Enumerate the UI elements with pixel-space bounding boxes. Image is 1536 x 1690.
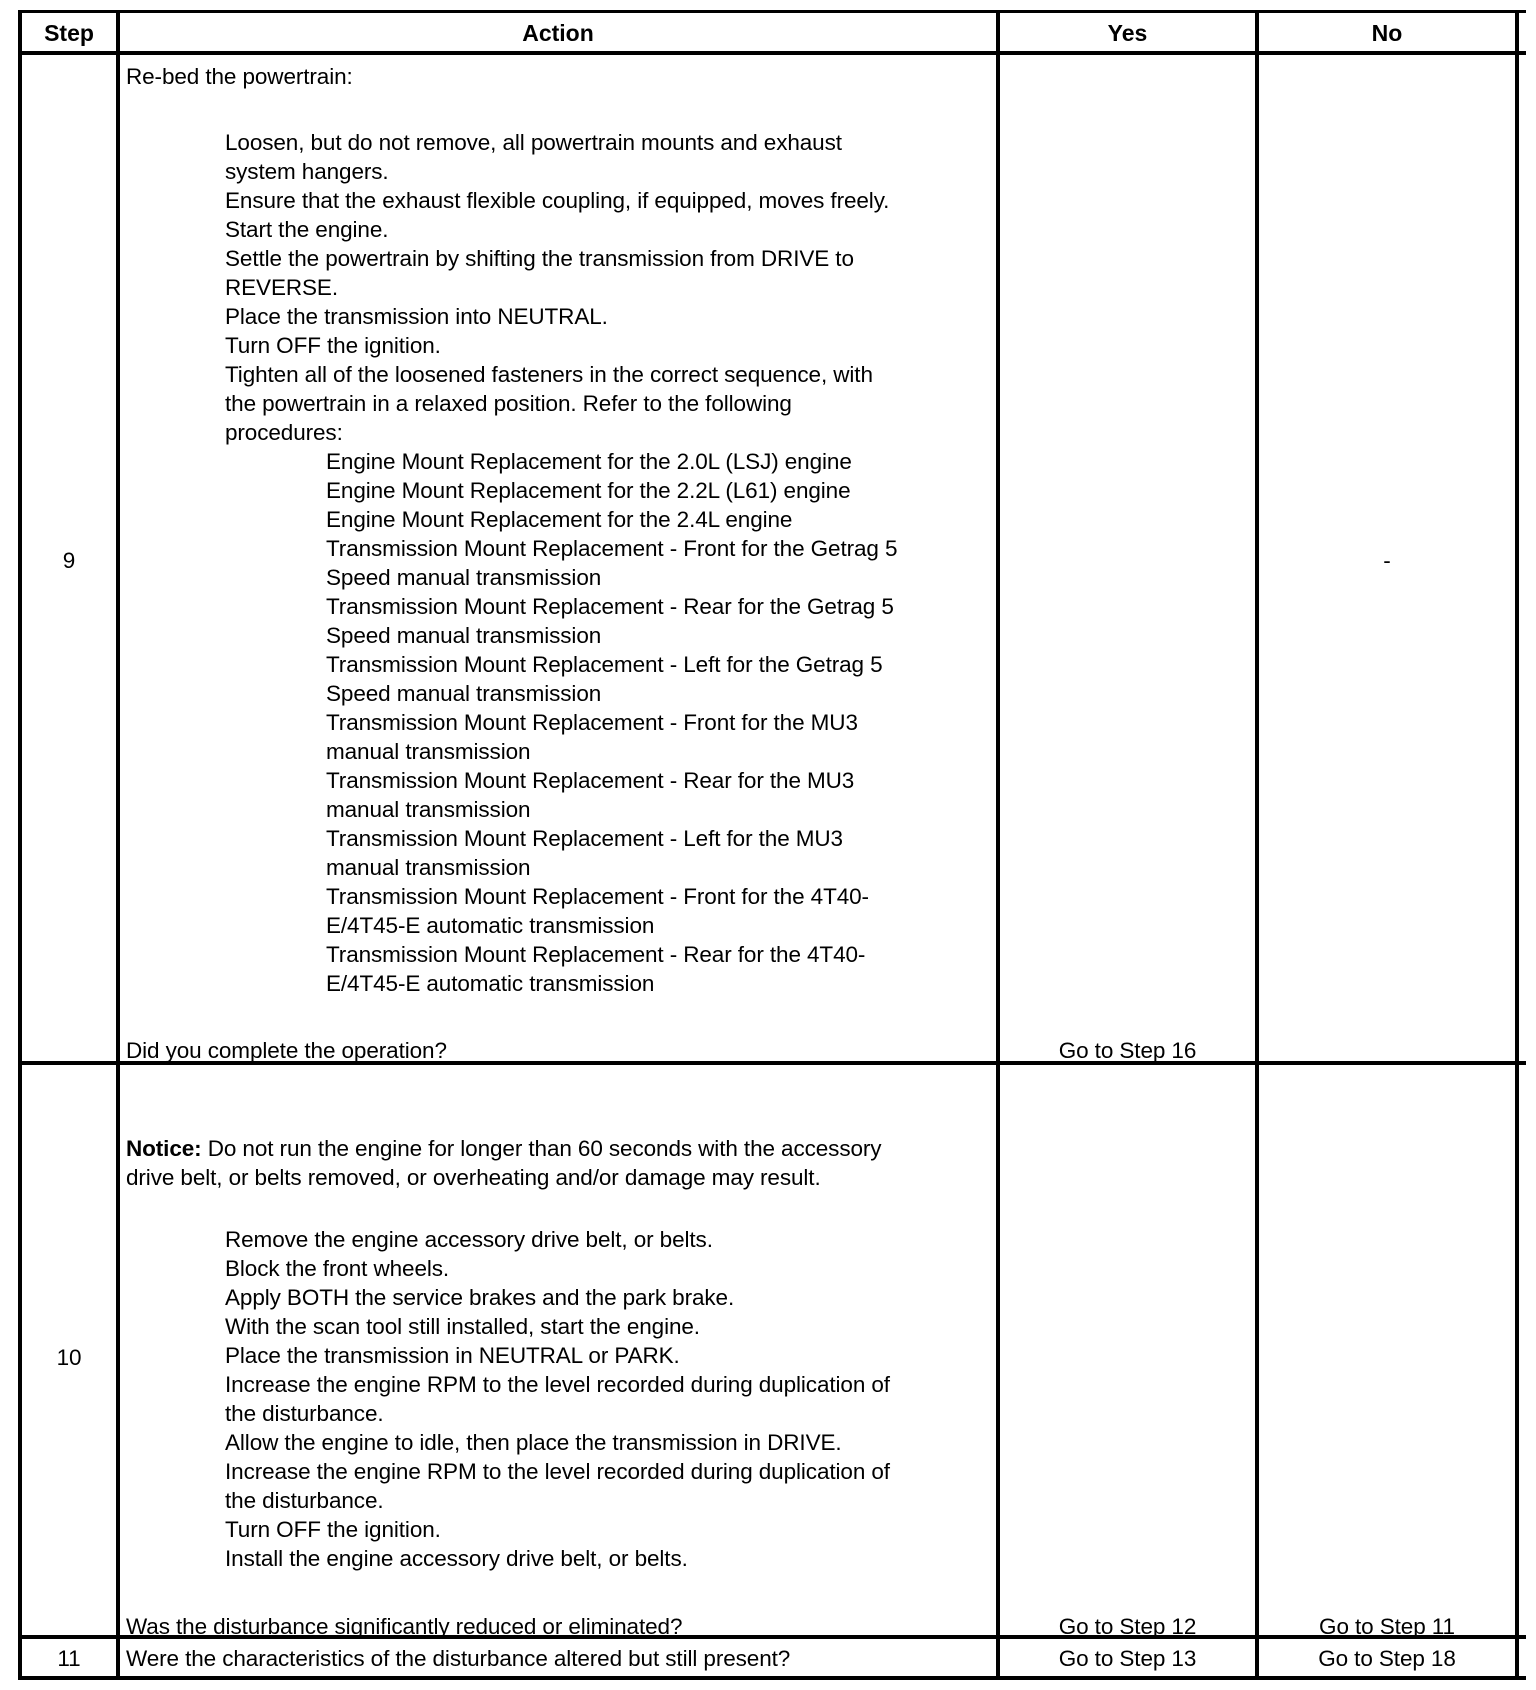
procedure-link[interactable]: Transmission Mount Replacement - Front for the Getrag 5 [326, 536, 898, 561]
procedure-link[interactable]: Transmission Mount Replacement - Rear for the MU3 [326, 768, 855, 793]
list-item: With the scan tool still installed, start the engine. [225, 1314, 700, 1339]
row-9-yes[interactable]: Go to Step 16 [1058, 1038, 1197, 1063]
header-no: No [1371, 20, 1403, 46]
list-item: Increase the engine RPM to the level recorded during duplication of [225, 1459, 890, 1484]
col-rule-action-yes [996, 10, 1000, 1680]
table-border-bottom [18, 1676, 1526, 1680]
row-10-question: Was the disturbance significantly reduced or eliminated? [126, 1614, 683, 1639]
procedure-link[interactable]: E/4T45-E automatic transmission [326, 913, 655, 938]
row-9-step: 9 [62, 548, 76, 573]
col-rule-yes-no [1255, 10, 1259, 1680]
procedure-link[interactable]: E/4T45-E automatic transmission [326, 971, 655, 996]
row-11-yes[interactable]: Go to Step 13 [1058, 1646, 1197, 1671]
row-9-intro: Re-bed the powertrain: [126, 64, 353, 89]
list-item: Turn OFF the ignition. [225, 333, 441, 358]
list-item: the disturbance. [225, 1401, 384, 1426]
row-10-notice-line-2: drive belt, or belts removed, or overheating and/or damage may result. [126, 1165, 821, 1190]
header-step: Step [44, 20, 94, 46]
header-action: Action [522, 20, 594, 46]
list-item: Place the transmission into NEUTRAL. [225, 304, 608, 329]
procedure-link[interactable]: Engine Mount Replacement for the 2.0L (LSJ) engine [326, 449, 852, 474]
list-item: Apply BOTH the service brakes and the park brake. [225, 1285, 735, 1310]
list-item: Allow the engine to idle, then place the transmission in DRIVE. [225, 1430, 842, 1455]
procedure-link[interactable]: manual transmission [326, 797, 531, 822]
row-10-no[interactable]: Go to Step 11 [1319, 1614, 1455, 1639]
procedure-link[interactable]: manual transmission [326, 855, 531, 880]
list-item: Block the front wheels. [225, 1256, 450, 1281]
list-item: Install the engine accessory drive belt, or belts. [225, 1546, 688, 1571]
procedure-link[interactable]: manual transmission [326, 739, 531, 764]
row-11-no[interactable]: Go to Step 18 [1318, 1646, 1456, 1671]
list-item: REVERSE. [225, 275, 338, 300]
header-yes: Yes [1107, 20, 1148, 46]
notice-text: Do not run the engine for longer than 60 seconds with the accessory [201, 1136, 882, 1161]
procedure-link[interactable]: Transmission Mount Replacement - Left for the MU3 [326, 826, 843, 851]
row-11-question: Were the characteristics of the disturbance altered but still present? [126, 1646, 791, 1671]
row-10-yes[interactable]: Go to Step 12 [1058, 1614, 1197, 1639]
table-border-top [18, 10, 1526, 13]
row-9-no: - [1383, 548, 1391, 573]
list-item: Turn OFF the ignition. [225, 1517, 441, 1542]
procedure-link[interactable]: Transmission Mount Replacement - Front for the 4T40- [326, 884, 869, 909]
list-item: Settle the powertrain by shifting the transmission from DRIVE to [225, 246, 854, 271]
row-11-step: 11 [57, 1646, 81, 1671]
procedure-link[interactable]: Engine Mount Replacement for the 2.4L engine [326, 507, 793, 532]
row-10-notice-line-1 [126, 1134, 881, 1163]
list-item: system hangers. [225, 159, 389, 184]
notice-label: Notice: [126, 1136, 202, 1161]
row-10-step: 10 [56, 1345, 82, 1370]
list-item: procedures: [225, 420, 343, 445]
list-item: Remove the engine accessory drive belt, or belts. [225, 1227, 713, 1252]
procedure-link[interactable]: Speed manual transmission [326, 623, 602, 648]
list-item: Ensure that the exhaust flexible coupling, if equipped, moves freely. [225, 188, 890, 213]
list-item: Place the transmission in NEUTRAL or PARK. [225, 1343, 680, 1368]
procedure-link[interactable]: Transmission Mount Replacement - Rear for the 4T40- [326, 942, 866, 967]
list-item: the disturbance. [225, 1488, 384, 1513]
list-item: the powertrain in a relaxed position. Refer to the following [225, 391, 792, 416]
list-item: Loosen, but do not remove, all powertrain mounts and exhaust [225, 130, 842, 155]
header-bottom-rule [18, 51, 1526, 55]
procedure-link[interactable]: Transmission Mount Replacement - Rear for the Getrag 5 [326, 594, 894, 619]
list-item: Start the engine. [225, 217, 389, 242]
list-item: Tighten all of the loosened fasteners in the correct sequence, with [225, 362, 873, 387]
table-border-right [1515, 10, 1519, 1680]
procedure-link[interactable]: Speed manual transmission [326, 681, 602, 706]
procedure-link[interactable]: Transmission Mount Replacement - Front for the MU3 [326, 710, 858, 735]
procedure-link[interactable]: Transmission Mount Replacement - Left for the Getrag 5 [326, 652, 883, 677]
table-border-left [18, 10, 22, 1680]
row-9-question: Did you complete the operation? [126, 1038, 447, 1063]
list-item: Increase the engine RPM to the level recorded during duplication of [225, 1372, 890, 1397]
col-rule-step-action [116, 10, 120, 1680]
procedure-link[interactable]: Engine Mount Replacement for the 2.2L (L61) engine [326, 478, 851, 503]
procedure-link[interactable]: Speed manual transmission [326, 565, 602, 590]
